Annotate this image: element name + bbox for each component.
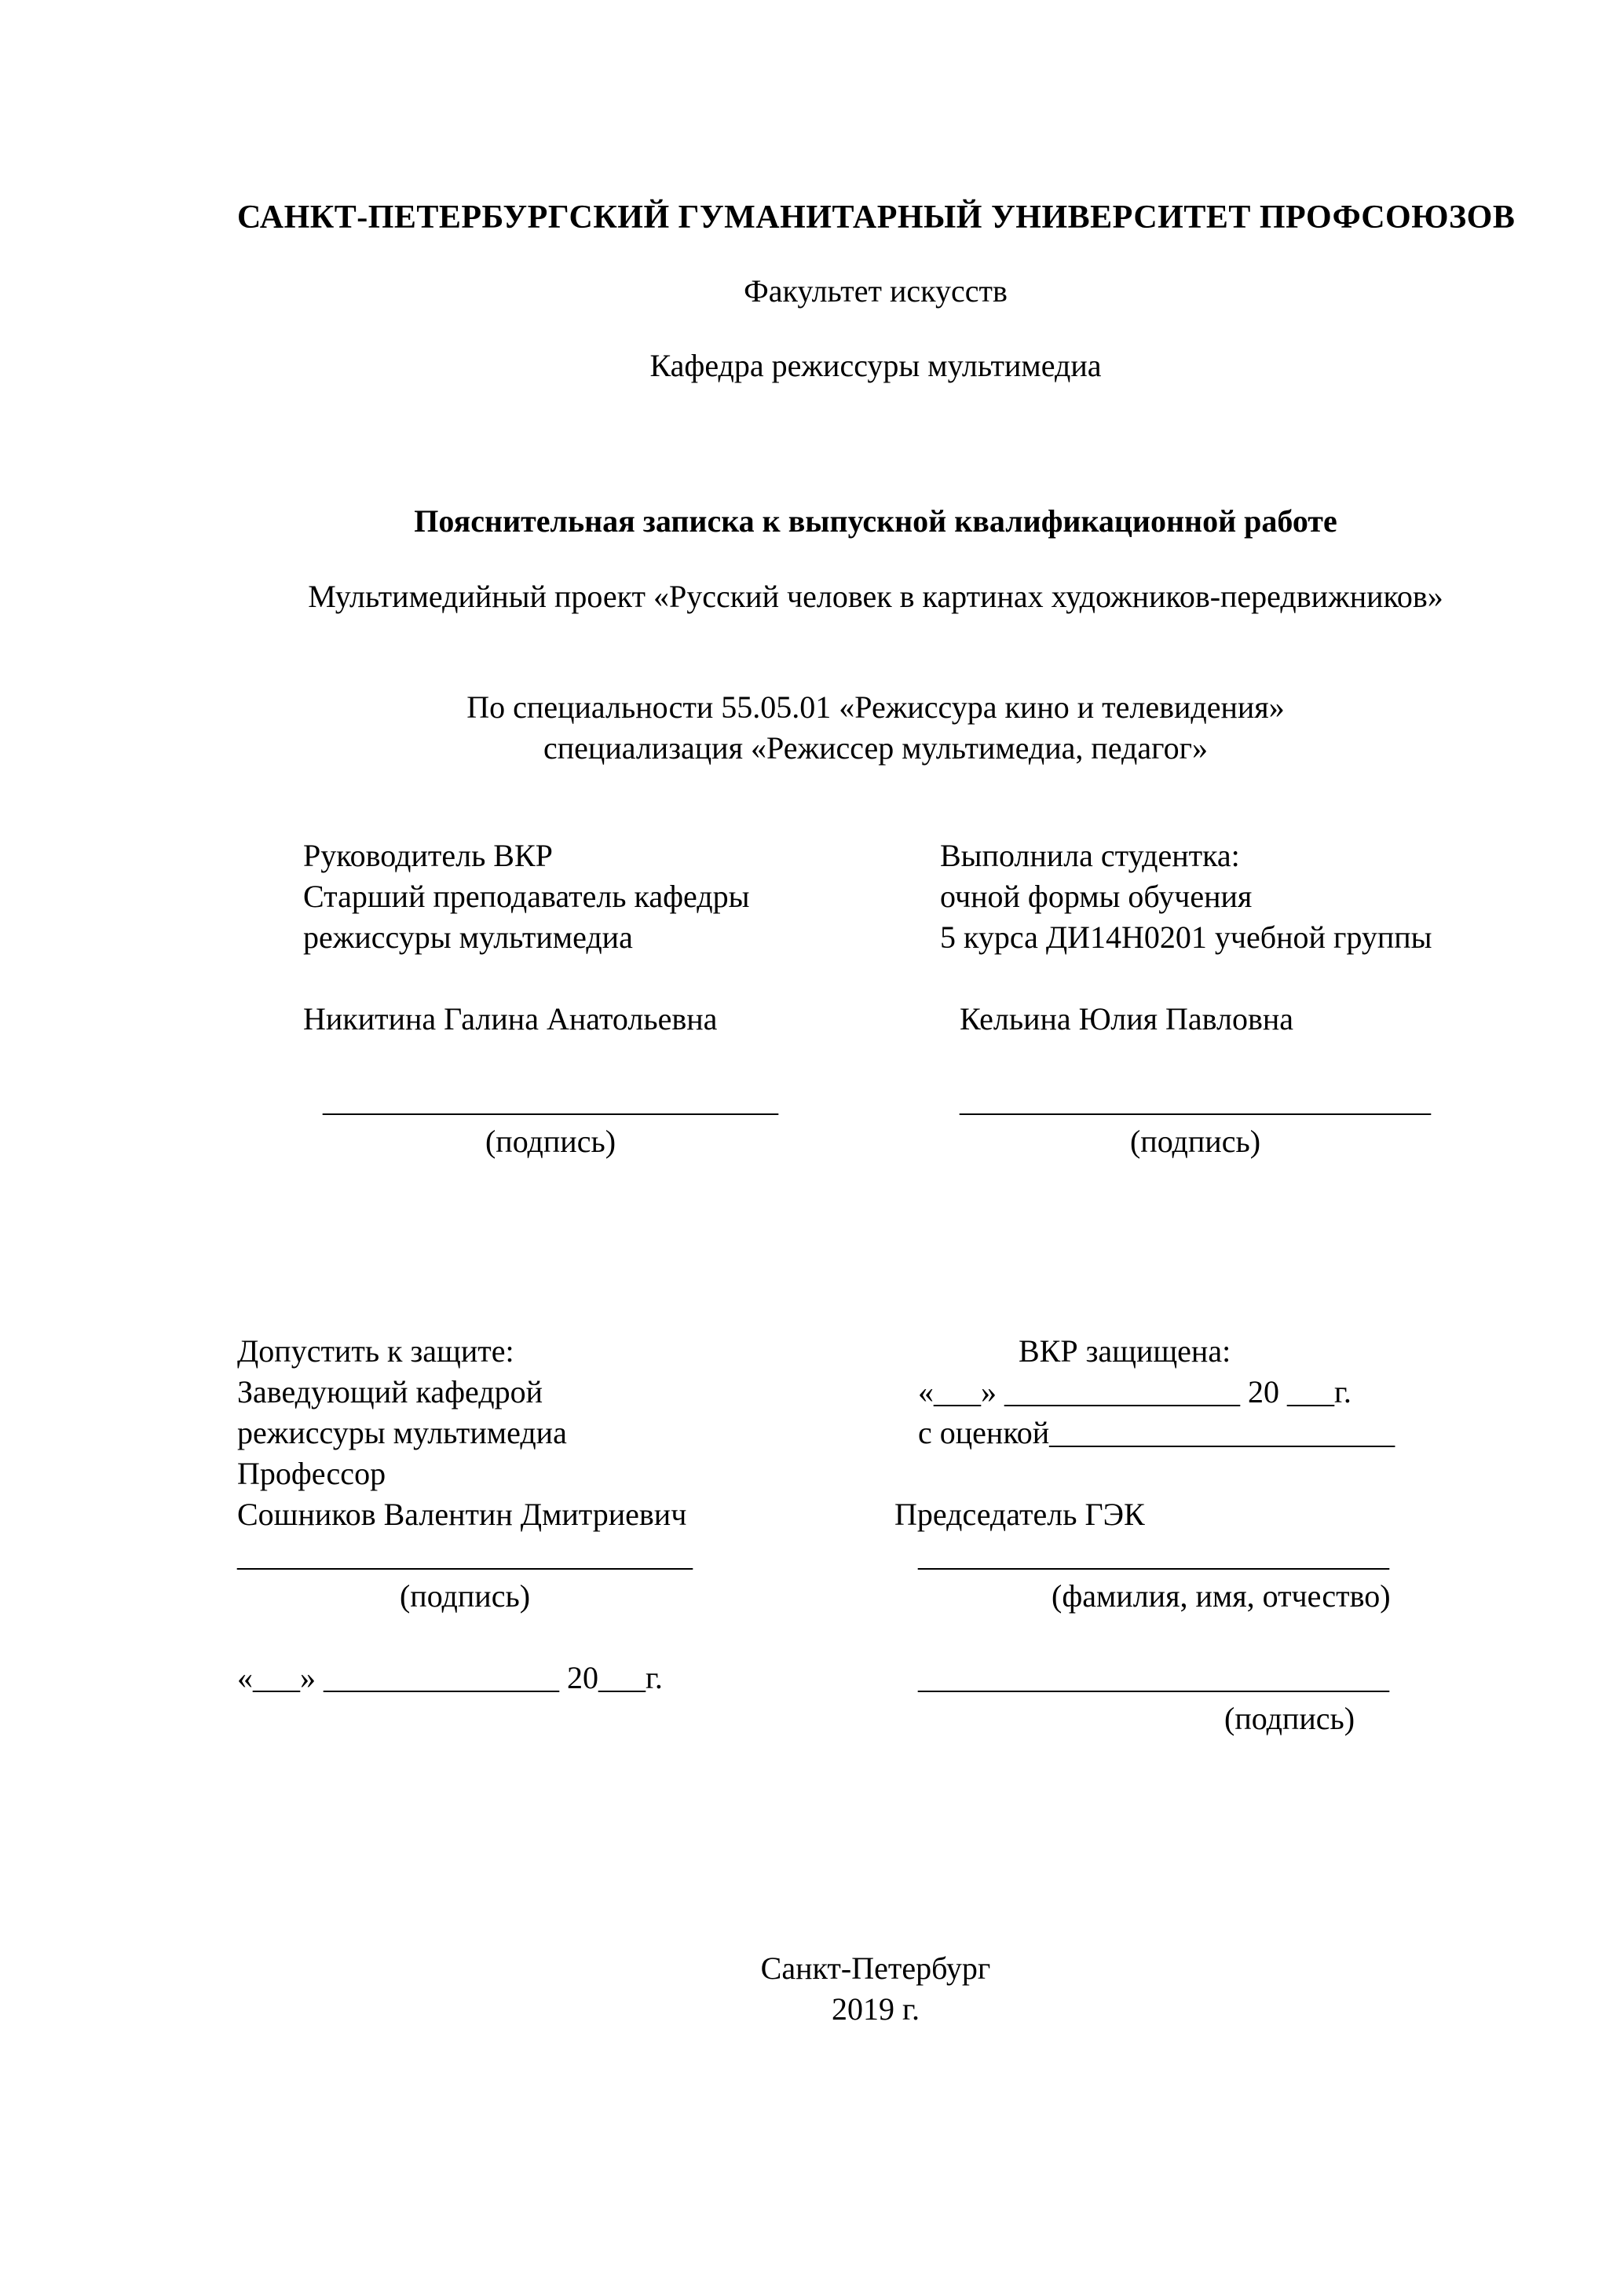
spacer	[237, 1617, 755, 1658]
admission-line-4: Профессор	[237, 1456, 386, 1491]
student-signature-caption: (подпись)	[1129, 1124, 1261, 1159]
student-block	[940, 835, 1568, 1162]
admission-line-2: Заведующий кафедрой	[237, 1374, 543, 1409]
supervisor-signature-caption: (подпись)	[485, 1124, 616, 1159]
student-signature-line: ______________________________	[960, 1083, 1431, 1118]
defense-grade-line: с оценкой______________________	[918, 1415, 1395, 1450]
specialty-line: По специальности 55.05.01 «Режиссура кино и телевидения»	[466, 689, 1285, 725]
supervisor-name: Никитина Галина Анатольевна	[303, 1001, 718, 1036]
student-role-line-2: очной формы обучения	[940, 879, 1253, 914]
admission-block	[237, 1331, 755, 1698]
footer-year: 2019 г.	[832, 1991, 920, 2027]
admission-signature	[237, 1535, 693, 1617]
supervisor-role-line-2: Старший преподаватель кафедры	[303, 879, 750, 914]
document-title: Пояснительная записка к выпускной квалификационной работе	[414, 503, 1337, 539]
footer-block	[237, 1948, 1514, 2030]
admission-head-name: Сошников Валентин Дмитриевич	[237, 1497, 687, 1532]
defense-block	[894, 1331, 1436, 1739]
defense-heading: ВКР защищена:	[1019, 1333, 1231, 1369]
admission-signature-caption: (подпись)	[399, 1578, 531, 1614]
spacer	[303, 1040, 916, 1080]
student-name: Кельина Юлия Павловна	[960, 1001, 1294, 1036]
supervisor-block	[303, 835, 916, 1162]
spacer	[918, 1617, 1436, 1658]
admission-line-1: Допустить к защите:	[237, 1333, 514, 1369]
project-title: Мультимедийный проект «Русский человек в картинах художников-передвижников»	[308, 579, 1443, 614]
admission-date-line: «___» _______________ 20___г.	[237, 1660, 663, 1695]
department-name: Кафедра режиссуры мультимедиа	[649, 348, 1102, 383]
defense-chairman-name-caption: (фамилия, имя, отчество)	[1052, 1578, 1391, 1614]
footer-city: Санкт-Петербург	[760, 1951, 991, 1986]
spacer	[940, 1040, 1568, 1080]
defense-signature-line: ______________________________	[918, 1660, 1389, 1695]
admission-signature-line: _____________________________	[237, 1537, 693, 1573]
faculty-name: Факультет искусств	[744, 273, 1008, 309]
specialty-block	[237, 687, 1514, 769]
defense-date-line: «___» _______________ 20 ___г.	[918, 1374, 1352, 1409]
spacer	[918, 1453, 1436, 1494]
admission-line-3: режиссуры мультимедиа	[237, 1415, 567, 1450]
supervisor-role-line-1: Руководитель ВКР	[303, 838, 553, 873]
university-name: САНКТ-ПЕТЕРБУРГСКИЙ ГУМАНИТАРНЫЙ УНИВЕРСИТЕТ ПРОФСОЮЗОВ	[237, 199, 1516, 236]
spacer	[303, 958, 916, 999]
defense-chairman-label: Председатель ГЭК	[894, 1497, 1145, 1532]
student-role-line-3: 5 курса ДИ14Н0201 учебной группы	[940, 919, 1432, 955]
supervisor-signature-line: _____________________________	[323, 1083, 778, 1118]
defense-signature-caption: (подпись)	[1224, 1701, 1355, 1736]
spacer	[940, 958, 1568, 999]
supervisor-signature	[323, 1080, 778, 1162]
student-role-line-1: Выполнила студентка:	[940, 838, 1240, 873]
defense-chairman-name-line: ______________________________	[918, 1537, 1389, 1573]
specialization-line: специализация «Режиссер мультимедиа, педагог»	[543, 730, 1208, 766]
student-signature	[960, 1080, 1431, 1162]
supervisor-role-line-3: режиссуры мультимедиа	[303, 919, 633, 955]
